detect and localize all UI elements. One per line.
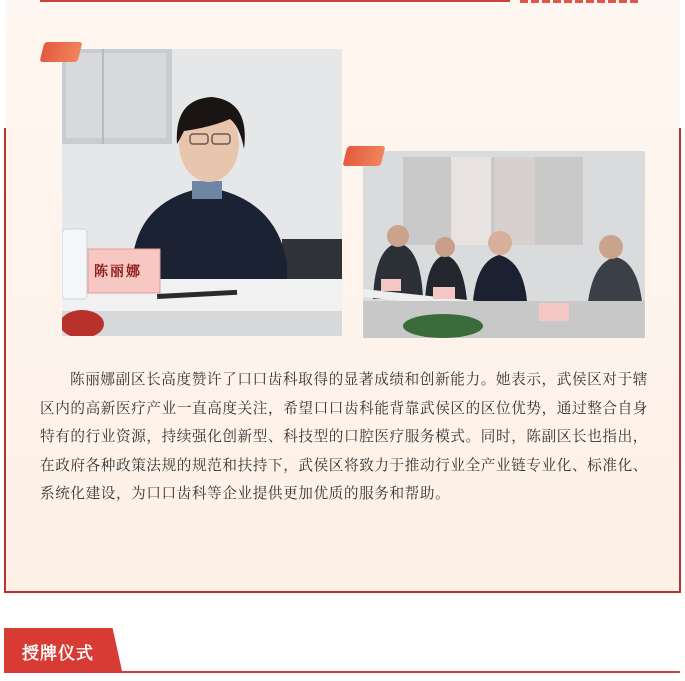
photo-corner-tag: [40, 42, 83, 62]
section-header: [0, 628, 685, 676]
top-dashed-divider: [520, 0, 638, 3]
section-title: 授牌仪式: [22, 644, 94, 664]
photo-corner-tag: [343, 146, 386, 166]
top-divider: [40, 0, 510, 2]
name-card-text: 陈丽娜: [94, 264, 142, 280]
article-paragraph: [40, 366, 648, 509]
frame-border-right: [679, 128, 681, 592]
frame-border-bottom: [4, 591, 681, 593]
article-paragraph-text: 陈丽娜副区长高度赞许了口口齿科取得的显著成绩和创新能力。她表示，武侯区对于辖区内的高新医疗产业一直高度关注，希望口口齿科能背靠武侯区的区位优势，通过整合自身特有的行业资源，持续强化创新型、科技型的口腔医疗服务模式。同时，陈副区长也指出，在政府各种政策法规的规范和扶持下，武侯区将致力于推动行业全产业链专业化、标准化、系统化建设，为口口齿科等企业提供更加优质的服务和帮助。: [40, 371, 648, 502]
section-underline: [4, 671, 680, 673]
meeting-photo-official: [62, 49, 342, 336]
meeting-photo-panel: [363, 151, 645, 338]
frame-border-left: [4, 128, 6, 592]
